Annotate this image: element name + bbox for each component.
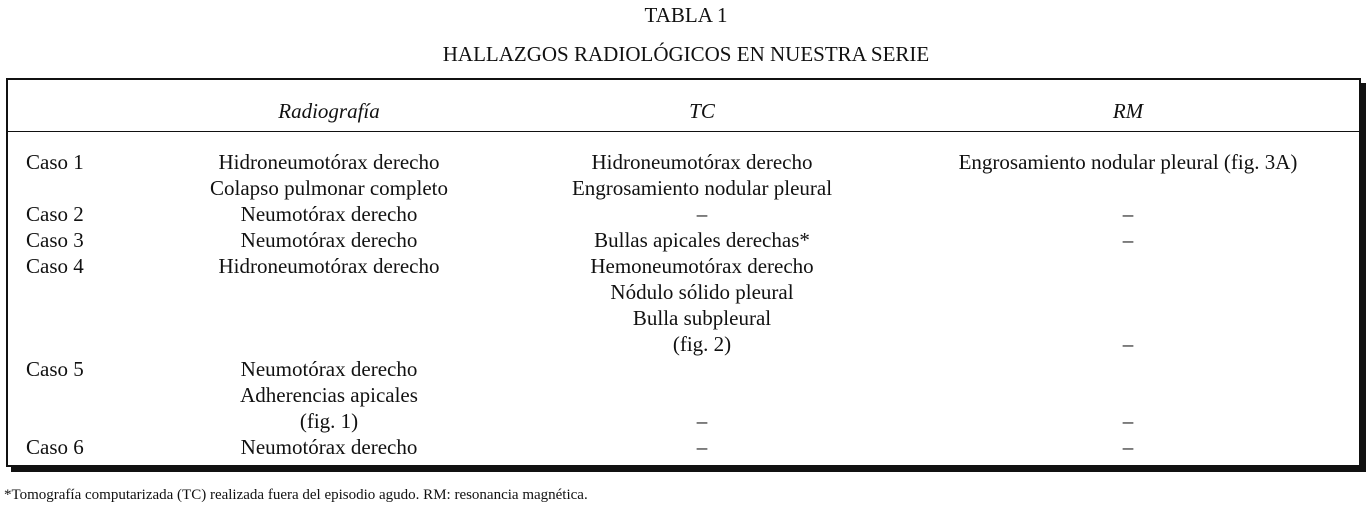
table-cell: Colapso pulmonar completo [210,176,448,200]
row-label: Caso 3 [26,228,84,252]
column-header-tc: TC [689,99,715,123]
column-header-rm: RM [1112,99,1144,123]
table-footnote: *Tomografía computarizada (TC) realizada fuera del episodio agudo. RM: resonancia magnética. [4,487,588,503]
table-frame [6,78,1361,467]
table-cell: Bulla subpleural [632,306,772,330]
table-cell: (fig. 2) [672,332,732,356]
table-cell: Neumotórax derecho [240,357,418,381]
table-cell: Hemoneumotórax derecho [590,254,814,278]
row-label: Caso 5 [26,357,84,381]
column-header-radiografia: Radiografía [278,99,380,123]
table-cell: Hidroneumotórax derecho [218,254,440,278]
table-cell: – [1122,202,1134,226]
header-divider [8,131,1359,132]
table-cell: Engrosamiento nodular pleural [571,176,833,200]
table-cell: Bullas apicales derechas* [594,228,810,252]
table-cell: – [696,435,708,459]
table-cell: Neumotórax derecho [240,202,418,226]
table-cell: Nódulo sólido pleural [610,280,794,304]
row-label: Caso 4 [26,254,84,278]
table-cell: Hidroneumotórax derecho [591,150,813,174]
table-cell: – [1122,435,1134,459]
table-cell: (fig. 1) [299,409,359,433]
table-subtitle: HALLAZGOS RADIOLÓGICOS EN NUESTRA SERIE [442,42,930,66]
table-cell: – [696,409,708,433]
table-title: TABLA 1 [644,3,728,27]
table-cell: Adherencias apicales [240,383,418,407]
table-cell: Neumotórax derecho [240,228,418,252]
table-cell: Engrosamiento nodular pleural (fig. 3A) [958,150,1298,174]
table-cell: – [1122,409,1134,433]
row-label: Caso 6 [26,435,84,459]
table-cell: – [1122,228,1134,252]
table-cell: – [1122,332,1134,356]
table-cell: Hidroneumotórax derecho [218,150,440,174]
row-label: Caso 2 [26,202,84,226]
table-cell: Neumotórax derecho [240,435,418,459]
row-label: Caso 1 [26,150,84,174]
table-cell: – [696,202,708,226]
